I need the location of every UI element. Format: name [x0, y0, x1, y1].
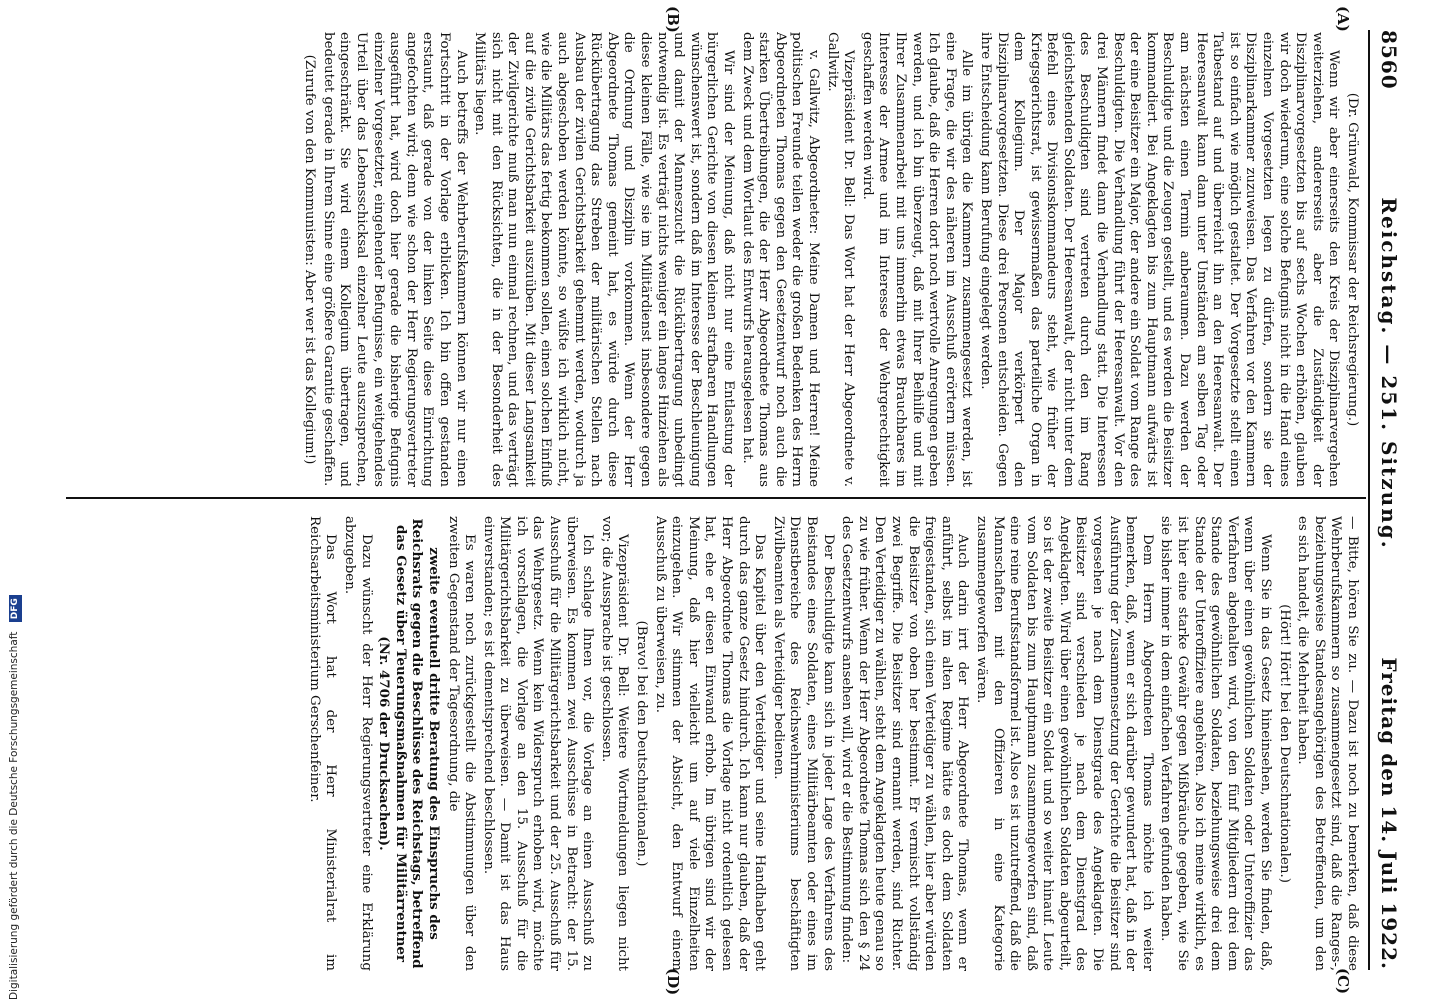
paragraph: Dem Herrn Abgeordneten Thomas möchte ich weiter bemerken, daß, wenn er sich darüber gewundert hat, daß in der Ausführung der Zusammensetzung der Gerichte die Beisitzer sind vorgesehen je nach dem Dienstgrade des Angeklagten. Die Beisitzer sind verschieden je nach dem Dienstgrad des Angeklagten. Wird über einen gewöhnlichen Soldaten abgeurteilt, so ist der zweite Beisitzer ein Soldat und so weiter hinauf. Leute vom Soldaten bis zum Hauptmann zusammengeworfen sind, daß eine reine Berufsstandsformel ist. Also es ist unzutreffend, daß die Mannschaften mit den Offizieren in eine Kategorie zusammengeworfen wären. — [973, 516, 1155, 971]
paragraph: Vizepräsident Dr. Bell: Weitere Wortmeldungen liegen nicht vor; die Aussprache ist geschlossen. — [598, 516, 631, 971]
paragraph: Alle im übrigen die Kammern zusammengesetzt werden, ist eine Frage, die wir des näheren im Ausschuß erörtern müssen. Ich glaube, daß die Herren dort noch wertvolle Anregungen geben werden, und ich bin überzeugt, daß mit Ihrer Beihilfe und mit Ihrer Zusammenarbeit mit uns immerhin etwas Brauchbares im Interesse der Armee und im Interesse der Wehrgerechtigkeit geschaffen werden wird. — [859, 32, 975, 487]
paragraph: Das Kapitel über den Verteidiger und seine Handhaben geht durch das ganze Gesetz hindurch. Ich kann nur glauben, daß der Herr Abgeordnete Thomas die Vorlage nicht ordentlich gelesen hat, ehe er diesen Einwand erhob. Im übrigen sind wir der Meinung, daß hier vielleicht um auf viele Einzelheiten einzugehen. Wir stimmen der Absicht, den Entwurf einem Ausschuß zu überweisen, zu. — [652, 516, 768, 971]
interjection: (Hört! Hört! bei den Deutschnationalen.) — [1276, 604, 1292, 883]
margin-mark-d: (D) — [664, 968, 682, 996]
interjection: (Bravo! bei den Deutschnationalen.) — [634, 620, 650, 867]
interjection: (Zurufe von den Kommunisten: Aber wer ist das Kollegium!) — [302, 54, 318, 465]
paragraph: — Bitte, hören Sie zu. — Dazu ist noch zu bemerken, daß diese Wehrberufskammern so zusammengesetzt sind, daß die Ranges-, beziehungsweise Standesangehörigen des Betreffenden, um den es sich handelt, die Mehrheit haben. — [1295, 516, 1360, 971]
rotated-page — [30, 0, 1410, 1000]
paragraph: Es waren noch zurückgestellt die Abstimmungen über den zweiten Gegenstand der Tagesordnung, die — [445, 516, 478, 971]
quoted-provision: Der Beschuldigte kann sich in jeder Lage des Verfahrens des Beistandes eines Soldaten, eines Militärbeamten oder eines im Dienstbereiche des Reichswehrministeriums beschäftigten Zivilbeamten als Verteidiger bedienen. — [770, 516, 836, 971]
page-number: 8560 — [1377, 30, 1401, 90]
paragraph: Vizepräsident Dr. Bell: Das Wort hat der Herr Abgeordnete v. Gallwitz. — [824, 32, 857, 487]
agenda-item: zweite eventuell dritte Beratung des Einspruchs des Reichsrats gegen die Beschlüsse des Reichstags, betreffend das Gesetz über Teuerungsmaßnahmen für Militärrentner (Nr. 4706 der Drucksachen). — [376, 518, 442, 969]
paragraph: Ich schlage Ihnen vor, die Vorlage an einen Ausschuß zu überweisen. Es kommen zwei Ausschüsse in Betracht: der 15. Ausschuß für die Militärgerichtsbarkeit und der 25. Ausschuß für das Wehrgesetz. Wenn kein Widerspruch erhoben wird, möchte ich vorschlagen, die Vorlage an den 15. Ausschuß für die Militärgerichtsbarkeit zu überweisen. — Damit ist das Haus einverstanden; es ist dementsprechend beschlossen. — [480, 516, 596, 971]
credit-text: Digitalisierung gefördert durch die Deutsche Forschungsgemeinschaft — [8, 631, 20, 1000]
dfg-logo: DFG — [9, 595, 22, 622]
margin-mark-a: (A) — [1334, 6, 1352, 32]
paragraph: Wenn wir aber einerseits den Kreis der Disziplinarvergehen weiterziehen, andererseits aber die Zuständigkeit der Disziplinarvorgesetzten bis auf sechs Wochen erhöhen, glauben wir doch wiederum, eine solche Befugnis nicht in die Hand eines einzelnen Vorgesetzten legen zu dürfen, sondern sie der Disziplinarkammer zuzuweisen. Das Verfahren vor den Kammern ist so einfach wie möglich gestaltet. Der Vorgesetzte stellt einen Tatbestand auf und überreicht ihn an den Heeresanwalt. Der Heeresanwalt kann dann unter Umständen am selben Tag oder am nächsten einen Termin anberaumen. Dazu werden der Beschuldigte und die Zeugen gestellt, und es werden die Beisitzer kommandiert. Bei Angeklagten bis zum Hauptmann aufwärts ist der eine Beisitzer ein Major, der andere ein Soldat vom Range des Beschuldigten. Die Verhandlung führt der Heeresanwalt. Vor den drei Männern findet dann die Verhandlung statt. Die Interessen des Beschuldigten sind vertreten durch den im Rang gleichstehenden Soldaten. Der Heeresanwalt, der nicht unter dem Befehl eines Divisionskommandeurs steht, wie früher der Kriegsgerichtsrat, ist gewissermaßen das parteiliche Organ in dem Kollegium. Der Major verkörpert den Disziplinarvorgesetzten. Diese drei Personen entscheiden. Gegen ihre Entscheidung kann Berufung eingelegt werden. — [977, 32, 1342, 487]
column-divider — [66, 497, 1366, 499]
paragraph: Wir sind der Meinung, daß nicht nur eine Entlastung der bürgerlichen Gerichte von diesen kleinen strafbaren Handlungen wünschenswert ist, sondern daß im Interesse der Beschleunigung und damit der Manneszucht die Rückübertragung unbedingt notwendig ist. Es verträgt nichts weniger ein langes Hinziehen als diese kleinen Fälle, wie sie im Militärdienst insbesondere gegen die Ordnung und Disziplin vorkommen. Wenn der Herr Abgeordnete Thomas gemeint hat, es würde durch diese Rückübertragung das Streben der militärischen Stellen nach Ausbau der zivilen Gerichtsbarkeit gehemmt werden, wodurch ja auch abgeschoben werden könnte, so wüßte ich wirklich nicht, wie die Militärs das fertig bekommen sollen, einen solchen Einfluß auf die zivile Gerichtsbarkeit auszuüben. Mit dieser Langsamkeit der Zivilgerichte muß man nun einmal rechnen, und das verträgt sich nicht mit den Rücksichten, die in der Besonderheit des Militärs liegen. — [472, 32, 737, 487]
paragraph: v. Gallwitz, Abgeordneter: Meine Damen und Herren! Meine politischen Freunde teilen weder die großen Bedenken des Herrn Abgeordneten Thomas gegen den Gesetzentwurf noch auch die starken Übertreibungen, die der Herr Abgeordnete Thomas aus dem Zweck und dem Wortlaut des Entwurfs herausgelesen hat. — [739, 32, 821, 487]
left-column — [70, 32, 1360, 487]
speaker-header: (Dr. Grünwald, Kommissar der Reichsregierung.) — [1345, 92, 1360, 427]
paragraph: Das Wort hat der Herr Ministerialrat im Reichsarbeitsministerium Gerschenfeiner. — [306, 516, 339, 971]
paragraph: Dazu wünscht der Herr Regierungsvertreter eine Erklärung abzugeben. — [341, 516, 374, 971]
session-date: Freitag den 14. Juli 1922. — [1377, 657, 1401, 970]
margin-mark-b: (B) — [664, 6, 682, 33]
footer-credit — [6, 0, 26, 1000]
paragraph: Auch betreffs der Wehrberufskammern können wir nur einen Fortschritt in der Vorlage erblicken. Ich bin offen gestanden erstaunt, daß gerade von der linken Seite diese Einrichtung angefochten wird; denn wie schon der Herr Regierungsvertreter ausgeführt hat, wird doch hier gerade die bisherige Befugnis einzelner Vorgesetzter, eingehender Befugnisse, ein weitgehendes Urteil über das Lebensschicksal einzelner Leute auszusprechen, eingeschränkt. Sie wird einem Kollegium übertragen, und bedeutet gerade in Ihrem Sinne eine größere Garantie geschaffen. — [320, 32, 469, 487]
margin-mark-c: (C) — [1334, 968, 1352, 995]
right-column — [70, 516, 1360, 971]
session-title: Reichstag. — 251. Sitzung. — [1377, 197, 1401, 550]
paragraph: Auch darin irrt der Herr Abgeordnete Thomas, wenn er anführt, selbst im alten Regime hätte es doch dem Soldaten freigestanden, sich einen Verteidiger zu wählen, hier aber würden die Beisitzer von oben her bestimmt. Er vermischt vollständig zwei Begriffe. Die Beisitzer sind ernannt werden, sind Richter. Den Verteidiger zu wählen, steht dem Angeklagten heute genau so zu wie früher. Wenn der Herr Abgeordnete Thomas sich den § 24 des Gesetzentwurfs ansehen will, wird er die Bestimmung finden: — [839, 516, 971, 971]
header-rule — [1368, 30, 1370, 970]
page-header — [1376, 30, 1402, 970]
paragraph: Wenn Sie in das Gesetz hineinsehen, werden Sie finden, daß, wenn über einen gewöhnlichen Soldaten oder Unteroffizier das Verfahren abgehalten wird, von den fünf Mitgliedern drei dem Stande des gewöhnlichen Soldaten, beziehungsweise drei dem Stande der Unteroffiziere angehören. Also ich meine wirklich, es ist hier eine starke Gewähr gegen Mißbräuche gegeben, wie Sie sie bisher immer in dem einfachen Verfahren gefunden haben. — [1158, 516, 1274, 971]
